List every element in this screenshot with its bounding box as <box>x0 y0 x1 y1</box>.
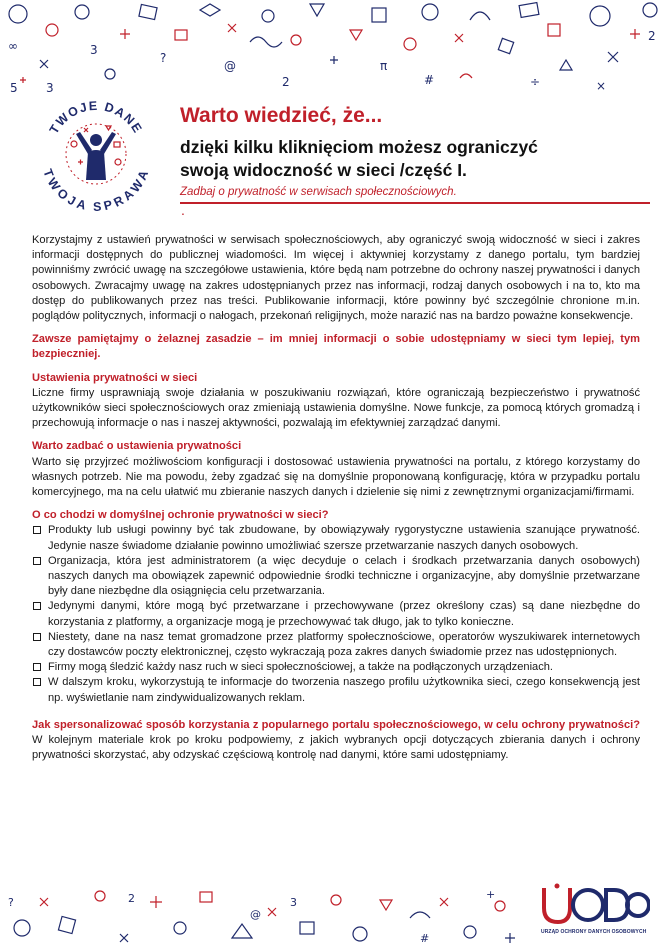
svg-text:+: + <box>486 888 496 901</box>
header-rule <box>180 202 650 204</box>
svg-text:2: 2 <box>128 892 135 905</box>
section-title-default-protection: O co chodzi w domyślnej ochronie prywatności w sieci? <box>32 509 329 522</box>
golden-rule: Zawsze pamiętajmy o żelaznej zasadzie – im mniej informacji o sobie udostępniamy w sieci tym lepiej, tym bezpieczniej. <box>32 333 640 361</box>
svg-text:@: @ <box>250 908 261 921</box>
section-title-take-care: Warto zadbać o ustawienia prywatności <box>32 440 242 453</box>
header <box>180 104 650 198</box>
svg-text:÷: ÷ <box>530 75 541 89</box>
checkbox-bullet-icon <box>33 678 41 686</box>
checkbox-bullet-icon <box>33 526 41 534</box>
svg-text:TWOJE DANE <box>47 99 145 136</box>
logo-bottom-text: TWOJA SPRAWA <box>40 167 152 212</box>
list-item: Produkty lub usługi powinny być tak zbudowane, by obowiązywały rygorystyczne ustawienia szanujące prywatność. Jedynie nasze świadome działanie powinno umożliwiać szersze przetwarzanie naszych danych osobowych. <box>32 523 640 553</box>
closing-paragraph <box>32 718 640 764</box>
svg-text:?: ? <box>160 51 167 65</box>
checkbox-bullet-icon <box>33 663 41 671</box>
list-item: Jedynymi danymi, które mogą być przetwarzane i przechowywane (przez określony czas) są dane niezbędne do korzystania z platformy, a organizacje mogą je przechowywać tak długo, jak to tylko konieczne. <box>32 599 640 629</box>
closing-body: W kolejnym materiale krok po kroku podpowiemy, z jakich wybranych opcji dotyczących zbierania danych i ochrony prywatności skorzystać, aby odzyskać częściową kontrolę nad danymi, które sami udostępniamy. <box>32 734 640 762</box>
svg-text:∞: ∞ <box>8 39 18 53</box>
tagline: Zadbaj o prywatność w serwisach społecznościowych. <box>180 186 457 198</box>
header-dot: . <box>181 202 185 218</box>
section-title-privacy-settings: Ustawienia prywatności w sieci <box>32 371 198 384</box>
checkbox-bullet-icon <box>33 557 41 565</box>
list-item: Organizacja, która jest administratorem (a więc decyduje o celach i środkach przetwarzania danych osobowych) naszych danych ma obowiązek zapewnić odpowiednie środki techniczne i organizacyjne, aby domyślnie przetwarzane były dane niezbędne dla osiągnięcia celu przetwarzania. <box>32 554 640 600</box>
subtitle-line-2: swoją widoczność w sieci /część I. <box>180 160 467 180</box>
checkbox-bullet-icon <box>33 633 41 641</box>
list-item: Niestety, dane na nasz temat gromadzone przez platformy społecznościowe, operatorów wyszukiwarek internetowych czy dostawców poczty elektronicznej, często wykraczają poza zakres danych świadomie przez nas udostępnionych. <box>32 630 640 660</box>
list-item: W dalszym kroku, wykorzystują te informacje do tworzenia naszego profilu użytkownika sieci, czego konsekwencją jest np. wyświetlanie nam zindywidualizowanych reklam. <box>32 675 640 705</box>
svg-text:3: 3 <box>290 896 297 909</box>
logo-top-text: TWOJE DANE <box>46 98 146 137</box>
section-body-privacy-settings: Liczne firmy usprawniają swoje działania w poszukiwaniu rozwiązań, które ograniczają bezpieczeństwo i prywatność użytkowników sieci społecznościowych oraz zmieniają ustawienia domyślne. Nowe funkcje, za pomocą których gromadzą i przechowują informacje o nas i naszej aktywności, pozwalają im efektywniej zarządzać danymi. <box>32 386 640 430</box>
section-body-take-care: Warto się przyjrzeć możliwościom konfiguracji i dostosować ustawienia prywatności na portalu, z którego korzystamy do własnych potrzeb. Nie ma powodu, żeby zgadzać się na domyślnie proponowaną konfigurację, która w przypadku portalu komercyjnego, ma na celu ułatwić mu zbieranie naszych danych i dzielenie się nimi z zewnętrznymi organizacjami/firmami. <box>32 455 640 499</box>
main-content <box>32 233 640 764</box>
twoje-dane-logo <box>38 96 154 212</box>
svg-text:3: 3 <box>90 43 98 57</box>
svg-text:?: ? <box>8 896 14 909</box>
intro-paragraph: Korzystajmy z ustawień prywatności w serwisach społecznościowych, aby ograniczyć swoją widoczność w sieci i zakres informacji dostępnych do publicznej wiadomości. Im więcej i aktywniej korzystamy z danego portalu, tym bardziej powinniśmy zwrócić uwagę na szczegółowe ustawienia, które będą nam potrzebne do ochrony naszej prywatności i danych osobowych. Zwracajmy uwagę na zakres udostępnianych przez nas informacji, rodzaj danych osobowych i na to, kto ma dostęp do publikowanych przez nas treści. Publikowanie informacji, które powinny być szczególnie chronione m.in. poglądów politycznych, informacji o nałogach, przekonań religijnych, może narazić nas na bardzo poważne konsekwencje. <box>32 234 640 323</box>
svg-text:3: 3 <box>46 81 54 95</box>
uodo-caption: URZĄD OCHRONY DANYCH OSOBOWYCH <box>541 929 647 935</box>
svg-text:π: π <box>380 59 388 73</box>
svg-text:5: 5 <box>10 81 18 95</box>
svg-text:×: × <box>596 79 607 93</box>
svg-text:2: 2 <box>648 29 656 43</box>
svg-text:@: @ <box>224 59 236 73</box>
list-item: Firmy mogą śledzić każdy nasz ruch w sieci społecznościowej, a także na podłączonych urządzeniach. <box>32 660 640 675</box>
svg-text:#: # <box>420 932 430 945</box>
page-title: Warto wiedzieć, że... <box>180 104 383 127</box>
default-protection-list <box>32 523 640 705</box>
checkbox-bullet-icon <box>33 602 41 610</box>
closing-question: Jak spersonalizować sposób korzystania z popularnego portalu społecznościowego, w celu ochrony prywatności? <box>32 718 640 731</box>
top-doodle-border <box>0 0 670 100</box>
svg-text:2: 2 <box>282 75 290 89</box>
svg-text:#: # <box>424 73 435 87</box>
subtitle-line-1: dzięki kilku kliknięciom możesz ograniczyć <box>180 137 538 157</box>
